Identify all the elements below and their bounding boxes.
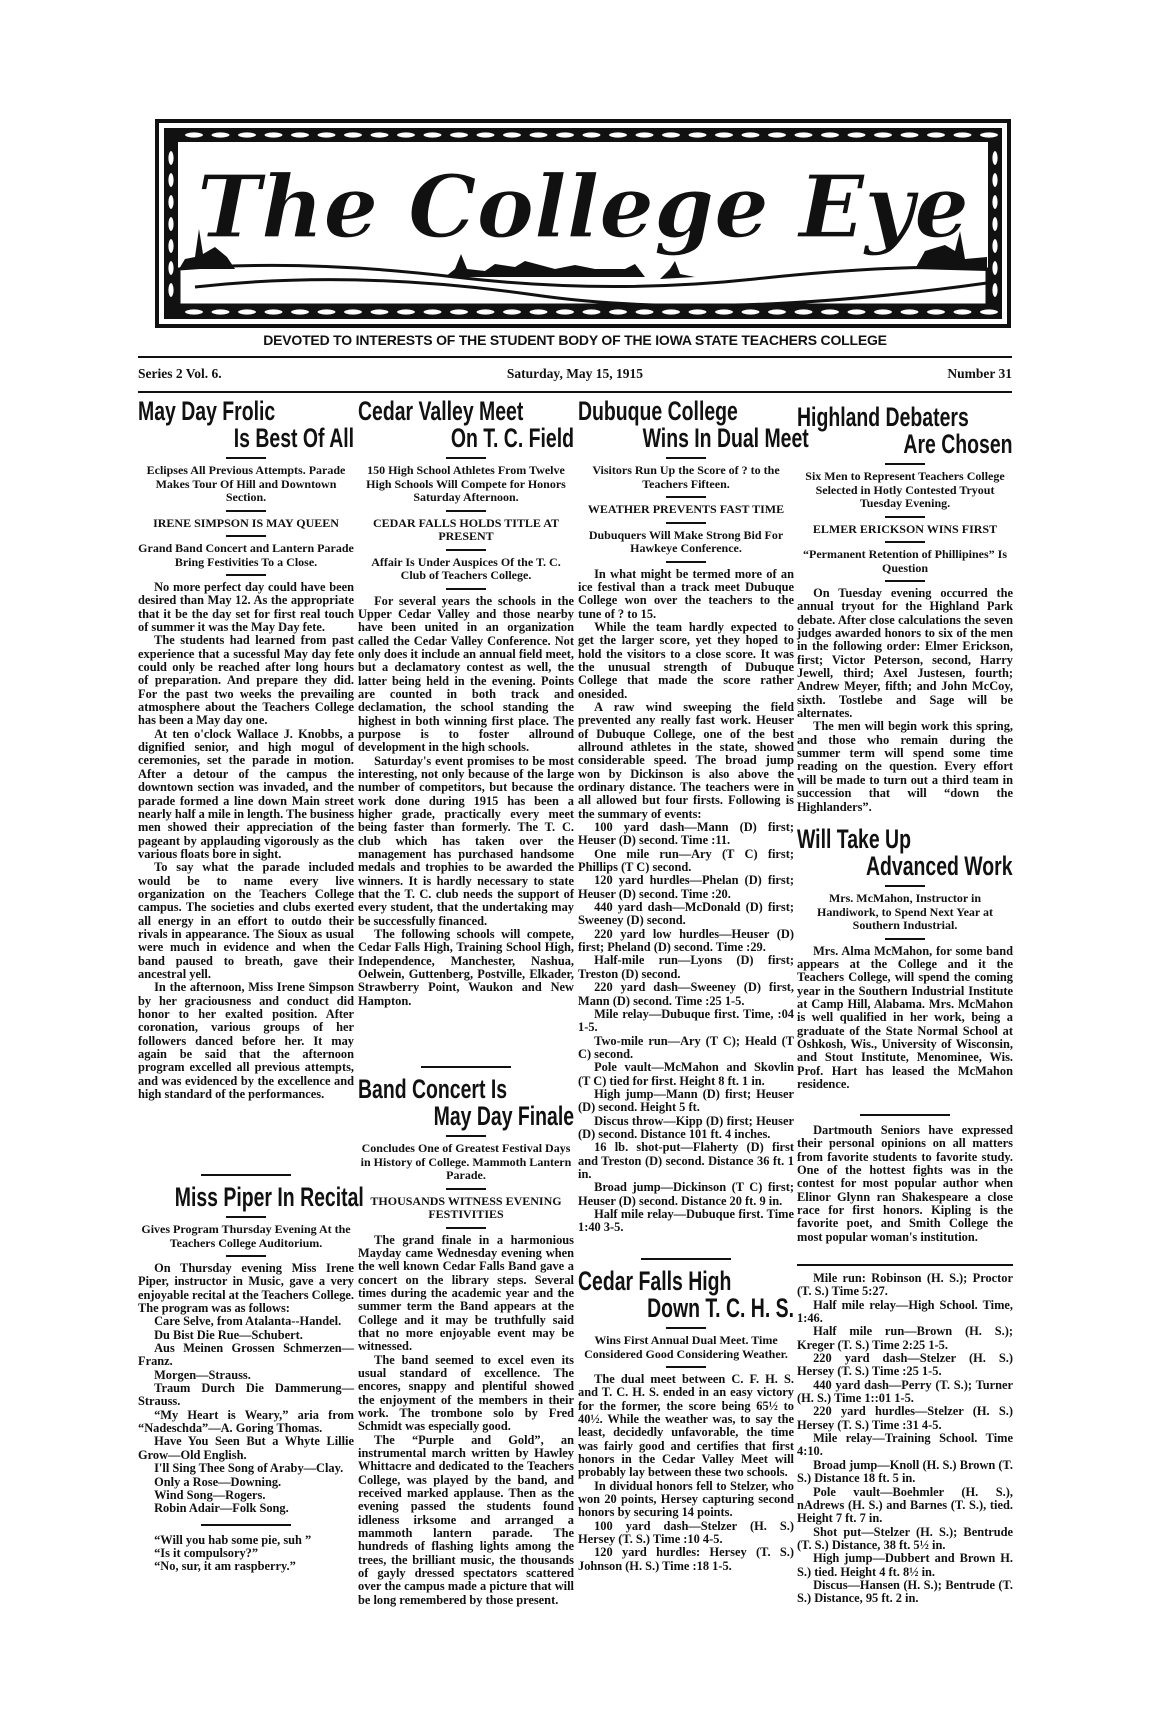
list-item: 440 yard dash—McDonald (D) first; Sweeney (D) second. — [578, 900, 794, 928]
list-item: Pole vault—Boehmler (H. S.), nAdrews (H. S.) and Barnes (T. S.), tied. Height 7 ft. 7 in. — [797, 1484, 1013, 1526]
paragraph: The students had learned from past experience that a sucessful May day fete could only be reached after long hours of preparation. And prepare they did. For the past two weeks the prevailing atmosphere about the Teachers College has been a May day one. — [138, 633, 354, 728]
ornament-bead — [167, 194, 174, 210]
ornament-bead — [661, 308, 681, 315]
subheadline: 150 High School Athletes From Twelve High Schools Will Compete for Honors Saturday Afternoon. — [366, 463, 566, 504]
ornament-bead — [953, 131, 973, 138]
headline — [578, 1268, 794, 1322]
paragraph: The dual meet between C. F. H. S. and T. C. H. S. ended in an easy victory for the former, the score being 65½ to 40½. While the weather was, to say the least, decidedly unfavorable, the time was fairly good and certifies that first honors in the Cedar Valley Meet will probably lay between these two schools. — [578, 1372, 794, 1480]
ornament-bead — [926, 308, 946, 315]
paragraph: For several years the schools in the Upper Cedar Valley and those nearby have been united in an organization called the Cedar Valley Conference. Not only does it include an annual field meet, but a declamatory contest as well, the latter being held in the evening. Points are counted in both track and declamation, the school standing the highest in both winning first place. The purpose is to foster allround development in the high schools. — [358, 593, 574, 755]
list-item: Half mile run—Brown (H. S.); Kreger (T. S.) Time 2:25 1-5. — [797, 1324, 1013, 1352]
list-item: Mile relay—Dubuque first. Time, :04 1-5. — [578, 1006, 794, 1035]
deck-rule — [226, 1255, 266, 1257]
ornament-bead — [184, 308, 204, 315]
deck-rule — [446, 510, 486, 512]
paragraph: On Tuesday evening occurred the annual tryout for the Highland Park debate. After close calculations the seven judges awarded honors to six of the men in the following order: Elmer Erickson, first; Victor Peterson, second, Harry Jewell, third; Axel Justesen, fourth; Andrew Meyer, fifth; and John McCoy, sixth. Tostlebe and Sage will be alternates. — [797, 586, 1013, 721]
deck-rule — [666, 496, 706, 498]
issue-date: Saturday, May 15, 1915 — [506, 366, 644, 381]
ornament-bead — [184, 131, 204, 138]
list-item: Traum Durch Die Dammerung—Strauss. — [138, 1381, 354, 1409]
ornament-bead — [290, 308, 310, 315]
headline — [578, 396, 809, 453]
paragraph: On Thursday evening Miss Irene Piper, instructor in Music, gave a very enjoyable recital at the Teachers College. The program was as follows: — [138, 1261, 354, 1316]
list-item: 220 yard hurdles—Stelzer (H. S.) Hersey (T. S.) Time :31 4-5. — [797, 1404, 1013, 1432]
deck-rule — [885, 463, 925, 465]
article-cedar-falls-high — [578, 1250, 794, 1573]
ornament-bead — [264, 308, 284, 315]
list-item: Shot put—Stelzer (H. S.); Bentrude (T. S.) Distance, 38 ft. 5½ in. — [797, 1524, 1013, 1552]
ornament-bead — [873, 131, 893, 138]
joke-line: “Will you hab some pie, suh ” — [154, 1532, 312, 1547]
headline-line — [358, 1076, 574, 1103]
headline-text: May Day Finale — [433, 1101, 574, 1131]
headline — [797, 404, 1013, 458]
issue-number: Number 31 — [947, 366, 1012, 381]
list-item: High jump—Mann (D) first; Heuser (D) second. Height 5 ft. — [578, 1086, 794, 1115]
ornament-bead — [900, 308, 920, 315]
article-miss-piper-recital — [138, 1166, 364, 1574]
list-item: 440 yard dash—Perry (T. S.); Turner (H. S.) Time 1::01 1-5. — [797, 1377, 1013, 1406]
ornament-bead — [820, 131, 840, 138]
article-highland-debaters — [797, 404, 1013, 814]
ornament-bead — [582, 131, 602, 138]
deck-rule — [885, 938, 925, 940]
paragraph: Saturday's event promises to be most interesting, not only because of the large number of competitors, but because the work done during 1915 has been a higher grade, practically every meet being faster than formerly. The T. C. club which has taken over the management has purchased handsome medals and trophies to be awarded the winners. It is hardly necessary to state that the T. C. club needs the support of every student, that the undertaking may be successfully financed. — [358, 753, 574, 928]
list-item: Half mile relay—High School. Time, 1:46. — [797, 1297, 1013, 1326]
ornament-bead — [211, 131, 231, 138]
ornament-bead — [714, 131, 734, 138]
subheadline: Visitors Run Up the Score of ? to the Teachers Fifteen. — [592, 463, 780, 491]
subheadline: Affair Is Under Auspices Of the T. C. Club of Teachers College. — [371, 554, 561, 582]
headline-line — [138, 1182, 364, 1212]
deck-rule — [226, 535, 266, 537]
subheadline: Dubuquers Will Make Strong Bid For Hawkeye Conference. — [588, 527, 784, 555]
ornament-bead — [794, 131, 814, 138]
ornament-bead — [635, 308, 655, 315]
headline-line — [358, 398, 574, 425]
list-item: Care Selve, from Atalanta--Handel. — [154, 1314, 342, 1329]
ornament-bead — [900, 131, 920, 138]
headline-text: Are Chosen — [903, 429, 1013, 459]
headline — [138, 398, 354, 452]
subheadline: Eclipses All Previous Attempts. Parade Makes Tour Of Hill and Downtown Section. — [146, 463, 346, 504]
ornament-bead — [529, 131, 549, 138]
ornament-bead — [741, 131, 761, 138]
article-will-take-up-advanced-work — [797, 826, 1013, 1091]
section-divider — [797, 1264, 1013, 1266]
deck-rule — [885, 541, 925, 543]
deck-rule — [666, 522, 706, 524]
subheadline: THOUSANDS WITNESS EVENING FESTIVITIES — [370, 1193, 562, 1221]
tagline: DEVOTED TO INTERESTS OF THE STUDENT BODY OF THE IOWA STATE TEACHERS COLLEGE — [263, 332, 887, 348]
subheadline: Six Men to Represent Teachers College Selected in Hotly Contested Tryout Tuesday Evening. — [805, 469, 1005, 510]
paragraph: In what might be termed more of an ice festival than a track meet Dubuque College won over the teachers to the tune of ? to 15. — [578, 566, 794, 621]
header-rule-bottom — [138, 391, 1012, 393]
deck-rule — [446, 1188, 486, 1190]
headline — [797, 826, 1013, 880]
ornament-bead — [423, 308, 443, 315]
ornament-bead — [476, 308, 496, 315]
headline-text: Band Concert Is — [358, 1074, 508, 1104]
deck-rule — [226, 457, 266, 459]
article-band-concert — [358, 1058, 574, 1607]
list-item: Aus Meinen Grossen Schmerzen—Franz. — [138, 1341, 354, 1369]
headline-line — [358, 425, 574, 452]
list-item: Discus throw—Kipp (D) first; Heuser (D) second. Distance 101 ft. 4 inches. — [578, 1113, 794, 1141]
subheadline: Gives Program Thursday Evening At the Teachers College Auditorium. — [141, 1222, 351, 1250]
paragraph: In dividual honors fell to Stelzer, who won 20 points, Hersey capturing second honors by securing 14 points. — [578, 1478, 794, 1520]
deck-rule — [446, 549, 486, 551]
list-item: Broad jump—Dickinson (T C) first; Heuser (D) second. Distance 20 ft. 9 in. — [578, 1180, 794, 1208]
list-item: “My Heart is Weary,” aria from “Nadeschda”—A. Goring Thomas. — [138, 1407, 354, 1436]
ornament-bead — [873, 308, 893, 315]
ornament-bead — [264, 131, 284, 138]
section-divider — [201, 1524, 291, 1526]
ornament-bead — [370, 308, 390, 315]
deck-rule — [666, 457, 706, 459]
joke-line: “No, sur, it am raspberry.” — [154, 1559, 296, 1574]
headline-line — [797, 404, 1013, 431]
ornament-bead — [661, 131, 681, 138]
ornament-bead — [370, 131, 390, 138]
ornament-bead — [555, 308, 575, 315]
joke-line: “Is it compulsory?” — [154, 1545, 259, 1560]
ornament-bead — [767, 308, 787, 315]
headline-line — [138, 425, 354, 452]
article-cedar-valley-meet — [358, 398, 574, 1008]
series-volume: Series 2 Vol. 6. — [138, 366, 222, 381]
paragraph: The “Purple and Gold”, an instrumental march written by Hawley Whittacre and dedicated to the Teachers College, was played by the band, and received marked applause. Then as the evening passed the students found idleness irksome and arranged a mammoth lantern parade. The hundreds of flashing lights among the trees, the brilliant music, the thousands of gayly dressed spectators scattered over the campus made a picture that will be long remembered by those present. — [358, 1432, 574, 1607]
list-item: Robin Adair—Folk Song. — [154, 1501, 289, 1516]
paragraph: No more perfect day could have been desired than May 12. As the appropriate that it be the day set for first real touch of summer it was the May Day fete. — [138, 580, 354, 635]
ornament-bead — [991, 194, 998, 210]
list-item: 120 yard hurdles—Phelan (D) first; Heuser (D) second. Time :20. — [578, 873, 794, 901]
ornament-bead — [502, 308, 522, 315]
paragraph: The following schools will compete, Cedar Falls High, Training School High, Independence, Manchester, Nashua, Oelwein, Guttenberg, Postville, Elkader, Strawberry Point, Waukon and New Hampton. — [358, 927, 574, 1008]
ornament-bead — [529, 308, 549, 315]
ornament-bead — [926, 131, 946, 138]
list-item: 16 lb. shot-put—Flaherty (D) first and Treston (D) second. Distance 36 ft. 1 in. — [578, 1140, 794, 1181]
subheadline: Wins First Annual Dual Meet. Time Considered Good Considering Weather. — [584, 1333, 788, 1361]
ornament-bead — [979, 131, 999, 138]
ornament-bead — [635, 131, 655, 138]
section-divider — [641, 1258, 731, 1260]
headline — [358, 1076, 574, 1130]
headline-text: Miss Piper In Recital — [174, 1182, 364, 1212]
ornament-bead — [167, 260, 174, 276]
masthead-title: The College Eye — [196, 157, 970, 258]
deck-rule — [446, 1135, 486, 1137]
list-item: Have You Seen But a Whyte Lillie Grow—Old English. — [138, 1434, 354, 1462]
ornament-bead — [167, 282, 174, 298]
subheadline: Mrs. McMahon, Instructor in Handiwork, to Spend Next Year at Southern Industrial. — [816, 891, 993, 932]
deck-rule — [666, 561, 706, 563]
subheadline: IRENE SIMPSON IS MAY QUEEN — [153, 515, 339, 530]
section-divider — [421, 1066, 511, 1068]
article-meet-results — [797, 1258, 1013, 1606]
ornament-bead — [991, 260, 998, 276]
list-item: Half mile relay—Dubuque first. Time 1:40 3-5. — [578, 1207, 794, 1235]
deck-rule — [226, 510, 266, 512]
ornament-bead — [167, 216, 174, 232]
headline-text: Highland Debaters — [797, 402, 969, 432]
list-item: Morgen—Strauss. — [154, 1367, 251, 1382]
deck-rule — [446, 1227, 486, 1229]
ornament-bead — [211, 308, 231, 315]
paragraph: At ten o'clock Wallace J. Knobbs, a dignified senior, and high mogul of ceremonies, set the parade in motion. After a detour of the campus the downtown section was invaded, and the parade formed a line down Main street nearly half a mile in length. The business men showed their appreciation of the pageant by applauding vigorously as the various floats bore in sight. — [138, 726, 354, 861]
ornament-bead — [449, 308, 469, 315]
paragraph: While the team hardly expected to get the larger score, yet they hoped to hold the visitors to a close score. It was the unusual strength of Dubuque College that made the score rather onesided. — [578, 619, 794, 701]
ornament-bead — [608, 131, 628, 138]
headline-text: Advanced Work — [866, 851, 1013, 881]
headline-text: Down T. C. H. S. — [647, 1293, 794, 1323]
list-item: Mile run: Robinson (H. S.); Proctor (T. S.) Time 5:27. — [797, 1271, 1013, 1299]
subheadline: Grand Band Concert and Lantern Parade Bring Festivities To a Close. — [138, 541, 354, 569]
headline — [358, 398, 574, 452]
headline-text: Cedar Falls High — [578, 1266, 732, 1296]
ornament-bead — [991, 150, 998, 166]
subheadline: ELMER ERICKSON WINS FIRST — [812, 521, 998, 536]
list-item: Broad jump—Knoll (H. S.) Brown (T. S.) Distance 18 ft. 5 in. — [797, 1457, 1013, 1486]
ornament-bead — [167, 172, 174, 188]
paragraph: The band seemed to excel even its usual standard of excellence. The encores, snappy and plentiful showed the enjoyment of the members in their work. The trombone solo by Fred Schmidt was especially good. — [358, 1352, 574, 1434]
deck-rule — [666, 1366, 706, 1368]
ornament-bead — [991, 216, 998, 232]
paragraph: Dartmouth Seniors have expressed their personal opinions on all matters from favorite students to favorite study. One of the hottest fights was in the contest for most popular author when Elinor Glynn ran Shakespeare a close race for first honors. Kipling is the favorite poet, and Smith College the most popular woman's institution. — [797, 1123, 1013, 1244]
headline-text: On T. C. Field — [450, 423, 574, 453]
headline-line — [797, 853, 1013, 880]
list-item: 220 yard dash—Stelzer (H. S.) Hersey (T. S.) Time :25 1-5. — [797, 1351, 1013, 1379]
ornament-bead — [167, 238, 174, 254]
headline-line — [578, 1295, 794, 1322]
ornament-bead — [237, 308, 257, 315]
list-item: Pole vault—McMahon and Skovlin (T C) tied for first. Height 8 ft. 1 in. — [578, 1060, 794, 1088]
list-item: Wind Song—Rogers. — [154, 1487, 266, 1502]
list-item: High jump—Dubbert and Brown H. S.) tied. Height 4 ft. 8½ in. — [797, 1551, 1013, 1579]
ornament-bead — [317, 131, 337, 138]
list-item: Du Bist Die Rue—Schubert. — [154, 1327, 303, 1342]
ornament-bead — [979, 308, 999, 315]
ornament-bead — [847, 131, 867, 138]
list-item: I'll Sing Thee Song of Araby—Clay. — [154, 1461, 344, 1476]
list-item: 120 yard hurdles: Hersey (T. S.) Johnson (H. S.) Time :18 1-5. — [578, 1545, 794, 1573]
paragraph: Mrs. Alma McMahon, for some band appears at the College and it the Teachers College, will spend the coming year in the Southern Industrial Institute at Camp Hill, Alabama. Mrs. McMahon is well qualified in her work, being a graduate of the State Normal School at Oshkosh, Wis., University of Wisconsin, and Stout Institute, Menominee, Wis. Prof. Hart has leased the McMahon residence. — [797, 943, 1013, 1091]
ornament-bead — [449, 131, 469, 138]
headline-text: Cedar Valley Meet — [358, 396, 524, 426]
subheadline: Concludes One of Greatest Festival Days in History of College. Mammoth Lantern Parade. — [360, 1141, 572, 1182]
ornament-bead — [396, 308, 416, 315]
headline-text: Dubuque College — [578, 396, 738, 426]
ornament-bead — [991, 282, 998, 298]
ornament-bead — [688, 308, 708, 315]
headline-line — [797, 431, 1013, 458]
headline-line — [138, 398, 354, 425]
article-dubuque-college — [578, 396, 809, 1235]
headline-text: May Day Frolic — [138, 396, 276, 426]
subheadline: WEATHER PREVENTS FAST TIME — [587, 502, 785, 516]
list-item: Half-mile run—Lyons (D) first; Treston (D) second. — [578, 953, 794, 981]
list-item: 220 yard dash—Sweeney (D) first, Mann (D) second. Time :25 1-5. — [578, 980, 794, 1008]
ornament-bead — [317, 308, 337, 315]
headline-text: Will Take Up — [797, 824, 911, 854]
ornament-bead — [991, 238, 998, 254]
section-divider — [860, 1114, 950, 1116]
article-dartmouth-seniors — [797, 1106, 1013, 1244]
headline-line — [578, 398, 794, 425]
headline — [138, 1182, 364, 1212]
paragraph: In the afternoon, Miss Irene Simpson by her graciousness and conduct did honor to her exalted position. After coronation, various groups of her followers danced before her. It may again be said that the afternoon program excelled all previous attempts, and was evidenced by the excellence and high standard of the performances. — [138, 980, 354, 1102]
deck-rule — [446, 457, 486, 459]
ornament-bead — [608, 308, 628, 315]
list-item: Two-mile run—Ary (T C); Heald (T C) second. — [578, 1033, 794, 1061]
deck-rule — [226, 574, 266, 576]
deck-rule — [885, 885, 925, 887]
ornament-bead — [396, 131, 416, 138]
paragraph: The men will begin work this spring, and those who remain during the summer term will spend some time reading on the question. Every effort will be made to turn out a third team in succession that will “down the Highlanders”. — [797, 719, 1013, 814]
ornament-bead — [714, 308, 734, 315]
paragraph: A raw wind sweeping the field prevented any really fast work. Heuser of Dubuque College, one of the best allround athletes in the state, showed considerable speed. The broad jump won by Dickinson is also above the ordinary distance. The teachers were in all allowed but four firsts. Following is the summary of events: — [578, 699, 794, 821]
ornament-bead — [555, 131, 575, 138]
paragraph: The grand finale in a harmonious Mayday came Wednesday evening when the well known Cedar Falls Band gave a concert on the library steps. Several times during the academic year and the summer term the Band appears at the College and it may be truthfully said that no more enjoyable event may be witnessed. — [358, 1232, 574, 1354]
list-item: Mile relay—Training School. Time 4:10. — [797, 1431, 1013, 1459]
dateline — [138, 366, 1012, 384]
ornament-bead — [741, 308, 761, 315]
article-may-day-frolic — [138, 398, 354, 1101]
deck-rule — [446, 588, 486, 590]
list-item: Only a Rose—Downing. — [154, 1474, 282, 1489]
ornament-bead — [688, 131, 708, 138]
ornament-bead — [767, 131, 787, 138]
list-item: 100 yard dash—Stelzer (H. S.) Hersey (T. S.) Time :10 4-5. — [578, 1518, 794, 1547]
ornament-bead — [847, 308, 867, 315]
deck-rule — [885, 516, 925, 518]
ornament-bead — [582, 308, 602, 315]
deck-rule — [885, 580, 925, 582]
section-divider — [201, 1174, 291, 1176]
ornament-bead — [476, 131, 496, 138]
ornament-bead — [502, 131, 522, 138]
subheadline: “Permanent Retention of Phillipines” Is Question — [803, 547, 1007, 575]
ornament-bead — [167, 150, 174, 166]
headline-text: Is Best Of All — [233, 423, 354, 453]
ornament-bead — [953, 308, 973, 315]
headline-line — [578, 423, 809, 453]
ornament-bead — [991, 172, 998, 188]
list-item: One mile run—Ary (T C) first; Phillips (T C) second. — [578, 846, 794, 875]
subheadline: CEDAR FALLS HOLDS TITLE AT PRESENT — [372, 515, 560, 543]
headline-line — [578, 1268, 794, 1295]
ornament-bead — [423, 131, 443, 138]
ornament-bead — [794, 308, 814, 315]
ornament-bead — [237, 131, 257, 138]
ornament-bead — [343, 131, 363, 138]
list-item: Discus—Hansen (H. S.); Bentrude (T. S.) Distance, 95 ft. 2 in. — [797, 1577, 1013, 1606]
headline-line — [797, 826, 1013, 853]
list-item: 220 yard low hurdles—Heuser (D) first; Pheland (D) second. Time :29. — [578, 926, 794, 955]
ornament-bead — [343, 308, 363, 315]
list-item: 100 yard dash—Mann (D) first; Heuser (D) second. Time :11. — [578, 820, 794, 848]
ornament-bead — [290, 131, 310, 138]
ornament-bead — [820, 308, 840, 315]
header-rule-top — [138, 356, 1012, 358]
paragraph: To say what the parade included would be to name every live organization on the Teachers College campus. The societies and clubs exerted all energy in an effort to outdo their rivals in appearance. The Sioux as usual were much in evidence and when the band paused to breath, gave their ancestral yell. — [138, 860, 354, 981]
deck-rule — [226, 1216, 266, 1218]
headline-line — [358, 1103, 574, 1130]
masthead-logo — [155, 119, 1011, 328]
deck-rule — [666, 1327, 706, 1329]
headline-text: Wins In Dual Meet — [642, 423, 809, 453]
